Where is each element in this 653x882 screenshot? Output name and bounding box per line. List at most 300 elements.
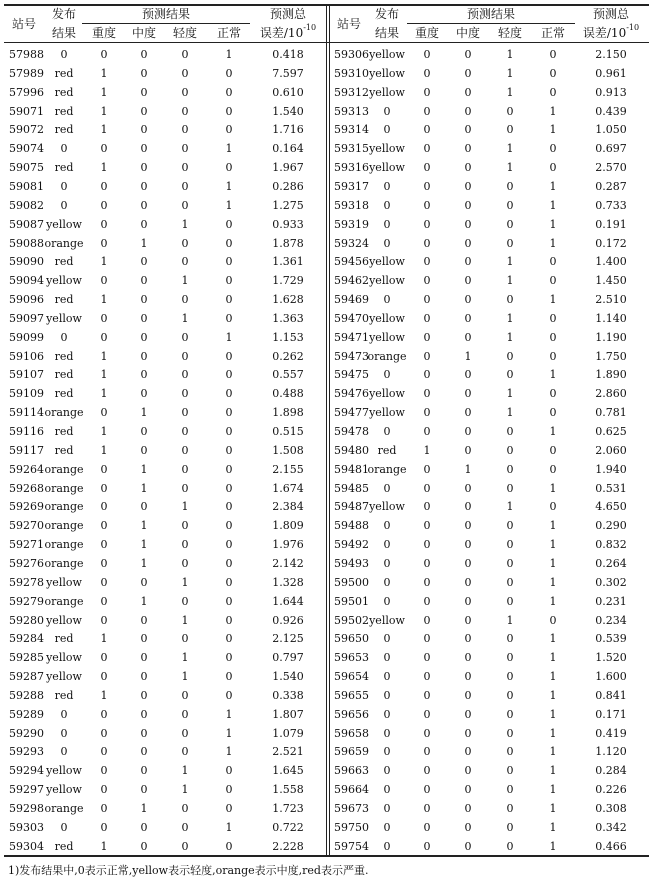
error-cell: 0.290 bbox=[595, 519, 627, 533]
release-cell: 0 bbox=[383, 820, 391, 834]
release-cell: 0 bbox=[383, 745, 391, 759]
moderate-cell: 0 bbox=[140, 217, 148, 231]
moderate-cell: 0 bbox=[140, 707, 148, 721]
light-cell: 1 bbox=[506, 48, 514, 61]
table-row bbox=[4, 177, 649, 196]
moderate-cell: 0 bbox=[140, 123, 148, 137]
release-cell: 0 bbox=[383, 538, 391, 552]
error-cell: 0.797 bbox=[272, 651, 304, 665]
moderate-cell: 0 bbox=[140, 651, 148, 665]
station-cell: 59087 bbox=[9, 217, 44, 231]
moderate-cell: 0 bbox=[464, 217, 472, 231]
severe-cell: 0 bbox=[423, 198, 431, 212]
normal-cell: 1 bbox=[225, 48, 233, 61]
table-row bbox=[4, 347, 649, 366]
moderate-cell: 0 bbox=[464, 179, 472, 193]
error-cell: 1.750 bbox=[595, 349, 627, 363]
station-cell: 59478 bbox=[334, 425, 369, 438]
table-row bbox=[4, 479, 649, 498]
light-cell: 1 bbox=[181, 613, 189, 627]
normal-cell: 1 bbox=[225, 707, 233, 721]
table-row bbox=[4, 328, 649, 347]
light-cell: 0 bbox=[181, 820, 189, 834]
station-cell: 59268 bbox=[9, 481, 44, 495]
severe-cell: 0 bbox=[100, 764, 108, 778]
light-cell: 1 bbox=[506, 85, 514, 99]
normal-cell: 0 bbox=[225, 462, 233, 476]
station-cell: 59306 bbox=[334, 48, 369, 61]
error-cell: 7.597 bbox=[272, 66, 304, 80]
severe-cell: 0 bbox=[423, 481, 431, 495]
normal-cell: 0 bbox=[225, 104, 233, 118]
moderate-cell: 0 bbox=[464, 406, 472, 420]
error-cell: 1.807 bbox=[272, 707, 304, 721]
error-cell: 0.284 bbox=[595, 764, 627, 778]
light-cell: 1 bbox=[181, 217, 189, 231]
moderate-cell: 0 bbox=[140, 443, 148, 457]
light-cell: 1 bbox=[506, 142, 514, 156]
release-cell: 0 bbox=[60, 48, 68, 61]
table-row bbox=[4, 837, 649, 856]
error-cell: 0.171 bbox=[595, 707, 627, 721]
moderate-cell: 0 bbox=[140, 575, 148, 589]
normal-cell: 0 bbox=[225, 613, 233, 627]
light-cell: 0 bbox=[506, 802, 514, 815]
error-cell: 0.466 bbox=[595, 839, 627, 853]
light-cell: 0 bbox=[181, 594, 189, 608]
moderate-cell: 0 bbox=[140, 311, 148, 325]
release-cell: yellow bbox=[369, 500, 405, 514]
station-cell: 59288 bbox=[9, 688, 44, 702]
severe-cell: 0 bbox=[423, 820, 431, 834]
light-cell: 0 bbox=[506, 764, 514, 778]
station-cell: 59264 bbox=[9, 462, 44, 476]
prediction-underline-left bbox=[82, 23, 250, 24]
normal-cell: 1 bbox=[549, 726, 557, 740]
release-cell: red bbox=[54, 443, 74, 457]
light-cell: 0 bbox=[506, 293, 514, 307]
error-cell: 0.832 bbox=[595, 538, 627, 552]
release-cell: yellow bbox=[369, 48, 405, 61]
release-cell: orange bbox=[367, 349, 407, 363]
level-header-light: 轻度 bbox=[497, 26, 523, 40]
table-row bbox=[4, 196, 649, 215]
light-cell: 0 bbox=[181, 368, 189, 382]
severe-cell: 0 bbox=[100, 820, 108, 834]
station-cell: 59456 bbox=[334, 255, 369, 269]
normal-cell: 0 bbox=[225, 481, 233, 495]
severe-cell: 0 bbox=[423, 613, 431, 627]
station-cell: 59658 bbox=[334, 726, 369, 740]
station-cell: 59304 bbox=[9, 839, 44, 853]
moderate-cell: 0 bbox=[140, 66, 148, 80]
normal-cell: 0 bbox=[225, 500, 233, 514]
release-cell: 0 bbox=[60, 745, 68, 759]
severe-cell: 0 bbox=[100, 236, 108, 250]
error-cell: 1.967 bbox=[272, 161, 304, 175]
severe-cell: 0 bbox=[423, 349, 431, 363]
light-cell: 0 bbox=[181, 839, 189, 853]
normal-cell: 0 bbox=[549, 462, 557, 476]
error-cell: 0.733 bbox=[595, 198, 627, 212]
release-cell: red bbox=[54, 255, 74, 269]
release-cell: red bbox=[54, 161, 74, 175]
normal-cell: 0 bbox=[225, 575, 233, 589]
release-header-line2: 结果 bbox=[374, 26, 400, 40]
light-cell: 0 bbox=[506, 425, 514, 438]
table-row bbox=[4, 573, 649, 592]
station-cell: 59072 bbox=[9, 123, 44, 137]
moderate-cell: 0 bbox=[140, 161, 148, 175]
table-row bbox=[4, 535, 649, 554]
moderate-cell: 0 bbox=[464, 670, 472, 684]
station-cell: 59473 bbox=[334, 349, 369, 363]
light-cell: 1 bbox=[506, 255, 514, 269]
moderate-cell: 1 bbox=[464, 462, 472, 476]
release-cell: 0 bbox=[383, 802, 391, 815]
release-cell: red bbox=[54, 368, 74, 382]
severe-cell: 0 bbox=[100, 142, 108, 156]
station-cell: 59096 bbox=[9, 293, 44, 307]
error-cell: 1.328 bbox=[272, 575, 304, 589]
release-cell: 0 bbox=[383, 293, 391, 307]
level-header-severe: 重度 bbox=[91, 26, 117, 40]
normal-cell: 0 bbox=[549, 274, 557, 288]
error-cell: 1.400 bbox=[595, 255, 627, 269]
moderate-cell: 0 bbox=[140, 726, 148, 740]
station-cell: 59659 bbox=[334, 745, 369, 759]
release-cell: red bbox=[54, 632, 74, 646]
normal-cell: 1 bbox=[225, 726, 233, 740]
moderate-cell: 0 bbox=[464, 236, 472, 250]
release-cell: 0 bbox=[383, 726, 391, 740]
station-cell: 59313 bbox=[334, 104, 369, 118]
table-row bbox=[4, 139, 649, 158]
error-cell: 2.060 bbox=[595, 443, 627, 457]
table-row bbox=[4, 648, 649, 667]
moderate-cell: 0 bbox=[464, 688, 472, 702]
release-cell: red bbox=[54, 839, 74, 853]
severe-cell: 0 bbox=[423, 179, 431, 193]
severe-cell: 0 bbox=[100, 330, 108, 344]
moderate-cell: 0 bbox=[464, 66, 472, 80]
severe-cell: 0 bbox=[423, 368, 431, 382]
release-cell: 0 bbox=[383, 839, 391, 853]
moderate-cell: 0 bbox=[464, 104, 472, 118]
table-row bbox=[4, 724, 649, 743]
table-row bbox=[4, 497, 649, 516]
moderate-cell: 0 bbox=[464, 123, 472, 137]
severe-cell: 0 bbox=[100, 48, 108, 61]
station-cell: 59469 bbox=[334, 293, 369, 307]
normal-cell: 0 bbox=[549, 443, 557, 457]
station-cell: 59075 bbox=[9, 161, 44, 175]
severe-cell: 0 bbox=[423, 538, 431, 552]
release-cell: 0 bbox=[383, 556, 391, 570]
light-cell: 0 bbox=[181, 443, 189, 457]
severe-cell: 0 bbox=[423, 745, 431, 759]
severe-cell: 0 bbox=[423, 726, 431, 740]
table-row bbox=[4, 234, 649, 253]
error-cell: 0.531 bbox=[595, 481, 627, 495]
error-cell: 0.539 bbox=[595, 632, 627, 646]
normal-cell: 0 bbox=[225, 556, 233, 570]
normal-cell: 0 bbox=[549, 330, 557, 344]
release-cell: orange bbox=[44, 594, 84, 608]
release-cell: 0 bbox=[383, 104, 391, 118]
station-cell: 59280 bbox=[9, 613, 44, 627]
moderate-cell: 0 bbox=[140, 688, 148, 702]
release-cell: yellow bbox=[46, 311, 82, 325]
normal-cell: 0 bbox=[549, 142, 557, 156]
table-row bbox=[4, 158, 649, 177]
normal-cell: 0 bbox=[225, 293, 233, 307]
moderate-cell: 0 bbox=[140, 632, 148, 646]
station-cell: 59074 bbox=[9, 142, 44, 156]
light-cell: 0 bbox=[181, 104, 189, 118]
table-row bbox=[4, 629, 649, 648]
moderate-cell: 0 bbox=[140, 670, 148, 684]
error-cell: 1.079 bbox=[272, 726, 304, 740]
station-cell: 59279 bbox=[9, 594, 44, 608]
severe-cell: 0 bbox=[423, 688, 431, 702]
normal-cell: 1 bbox=[225, 330, 233, 344]
normal-cell: 1 bbox=[549, 236, 557, 250]
error-cell: 2.384 bbox=[272, 500, 304, 514]
moderate-cell: 0 bbox=[464, 519, 472, 533]
table-row bbox=[4, 592, 649, 611]
normal-cell: 1 bbox=[225, 142, 233, 156]
normal-cell: 0 bbox=[225, 443, 233, 457]
error-cell: 1.558 bbox=[272, 783, 304, 797]
station-cell: 59655 bbox=[334, 688, 369, 702]
error-cell: 1.716 bbox=[272, 123, 304, 137]
release-cell: 0 bbox=[60, 198, 68, 212]
error-header-line1: 预测总 bbox=[592, 7, 630, 21]
light-cell: 0 bbox=[181, 330, 189, 344]
error-cell: 1.890 bbox=[595, 368, 627, 382]
release-cell: 0 bbox=[383, 123, 391, 137]
error-cell: 1.600 bbox=[595, 670, 627, 684]
moderate-cell: 0 bbox=[464, 783, 472, 797]
light-cell: 0 bbox=[506, 632, 514, 646]
station-cell: 59117 bbox=[9, 443, 44, 457]
station-cell: 59097 bbox=[9, 311, 44, 325]
severe-cell: 0 bbox=[423, 406, 431, 420]
severe-cell: 0 bbox=[423, 85, 431, 99]
moderate-cell: 0 bbox=[464, 161, 472, 175]
severe-cell: 1 bbox=[100, 425, 108, 438]
error-cell: 4.650 bbox=[595, 500, 627, 514]
station-cell: 59278 bbox=[9, 575, 44, 589]
station-cell: 59303 bbox=[9, 820, 44, 834]
light-cell: 1 bbox=[506, 500, 514, 514]
moderate-cell: 0 bbox=[140, 330, 148, 344]
moderate-cell: 0 bbox=[464, 707, 472, 721]
light-cell: 0 bbox=[181, 387, 189, 401]
severe-cell: 0 bbox=[423, 255, 431, 269]
normal-cell: 1 bbox=[549, 217, 557, 231]
normal-cell: 0 bbox=[225, 425, 233, 438]
release-cell: 0 bbox=[383, 688, 391, 702]
normal-cell: 1 bbox=[549, 707, 557, 721]
light-cell: 0 bbox=[181, 123, 189, 137]
light-cell: 0 bbox=[181, 48, 189, 61]
error-cell: 0.164 bbox=[272, 142, 304, 156]
station-cell: 59099 bbox=[9, 330, 44, 344]
severe-cell: 0 bbox=[423, 519, 431, 533]
moderate-cell: 0 bbox=[464, 85, 472, 99]
error-cell: 2.521 bbox=[272, 745, 304, 759]
normal-cell: 0 bbox=[549, 387, 557, 401]
release-cell: orange bbox=[44, 406, 84, 420]
release-cell: 0 bbox=[60, 142, 68, 156]
error-cell: 1.674 bbox=[272, 481, 304, 495]
normal-cell: 0 bbox=[225, 236, 233, 250]
moderate-cell: 0 bbox=[140, 764, 148, 778]
normal-cell: 1 bbox=[549, 575, 557, 589]
station-cell: 59312 bbox=[334, 85, 369, 99]
table-row bbox=[4, 422, 649, 441]
normal-cell: 1 bbox=[549, 198, 557, 212]
release-cell: red bbox=[54, 66, 74, 80]
error-cell: 1.723 bbox=[272, 802, 304, 815]
severe-cell: 0 bbox=[423, 293, 431, 307]
normal-cell: 0 bbox=[225, 688, 233, 702]
severe-cell: 1 bbox=[100, 349, 108, 363]
light-cell: 0 bbox=[181, 707, 189, 721]
severe-cell: 0 bbox=[423, 425, 431, 438]
station-cell: 59082 bbox=[9, 198, 44, 212]
release-cell: orange bbox=[44, 481, 84, 495]
station-cell: 59500 bbox=[334, 575, 369, 589]
station-cell: 59284 bbox=[9, 632, 44, 646]
release-cell: yellow bbox=[46, 575, 82, 589]
release-cell: yellow bbox=[369, 66, 405, 80]
normal-cell: 0 bbox=[225, 538, 233, 552]
normal-cell: 1 bbox=[225, 745, 233, 759]
error-exponent: -10 bbox=[303, 23, 317, 32]
moderate-cell: 0 bbox=[140, 198, 148, 212]
station-cell: 59276 bbox=[9, 556, 44, 570]
error-cell: 1.275 bbox=[272, 198, 304, 212]
release-cell: yellow bbox=[369, 387, 405, 401]
light-cell: 0 bbox=[506, 198, 514, 212]
light-cell: 0 bbox=[506, 745, 514, 759]
severe-cell: 0 bbox=[423, 161, 431, 175]
severe-cell: 0 bbox=[423, 462, 431, 476]
release-cell: red bbox=[54, 387, 74, 401]
moderate-cell: 0 bbox=[464, 613, 472, 627]
severe-cell: 0 bbox=[100, 538, 108, 552]
severe-cell: 1 bbox=[423, 443, 431, 457]
release-header-line2: 结果 bbox=[51, 26, 77, 40]
moderate-cell: 0 bbox=[464, 632, 472, 646]
station-cell: 59094 bbox=[9, 274, 44, 288]
severe-cell: 0 bbox=[100, 651, 108, 665]
release-cell: red bbox=[377, 443, 397, 457]
station-cell: 59109 bbox=[9, 387, 44, 401]
error-cell: 0.226 bbox=[595, 783, 627, 797]
release-cell: orange bbox=[44, 556, 84, 570]
error-cell: 0.308 bbox=[595, 802, 627, 815]
station-cell: 59502 bbox=[334, 613, 369, 627]
normal-cell: 1 bbox=[549, 538, 557, 552]
release-cell: yellow bbox=[369, 85, 405, 99]
normal-cell: 0 bbox=[225, 123, 233, 137]
light-cell: 0 bbox=[506, 123, 514, 137]
station-cell: 59090 bbox=[9, 255, 44, 269]
release-cell: yellow bbox=[369, 274, 405, 288]
station-cell: 59071 bbox=[9, 104, 44, 118]
light-cell: 1 bbox=[506, 613, 514, 627]
severe-cell: 0 bbox=[100, 217, 108, 231]
light-cell: 1 bbox=[506, 311, 514, 325]
error-cell: 0.191 bbox=[595, 217, 627, 231]
severe-cell: 0 bbox=[423, 217, 431, 231]
table-row bbox=[4, 742, 649, 761]
normal-cell: 1 bbox=[549, 632, 557, 646]
light-cell: 0 bbox=[181, 688, 189, 702]
normal-cell: 0 bbox=[549, 613, 557, 627]
normal-cell: 1 bbox=[549, 688, 557, 702]
release-cell: 0 bbox=[383, 651, 391, 665]
light-cell: 0 bbox=[181, 745, 189, 759]
normal-cell: 0 bbox=[549, 349, 557, 363]
severe-cell: 0 bbox=[100, 462, 108, 476]
normal-cell: 1 bbox=[549, 425, 557, 438]
light-cell: 0 bbox=[181, 556, 189, 570]
moderate-cell: 0 bbox=[140, 274, 148, 288]
release-cell: 0 bbox=[60, 726, 68, 740]
light-cell: 0 bbox=[506, 688, 514, 702]
moderate-cell: 0 bbox=[464, 255, 472, 269]
light-cell: 1 bbox=[181, 764, 189, 778]
moderate-cell: 0 bbox=[464, 311, 472, 325]
moderate-cell: 0 bbox=[140, 425, 148, 438]
severe-cell: 1 bbox=[100, 688, 108, 702]
table-row bbox=[4, 45, 649, 64]
normal-cell: 0 bbox=[225, 161, 233, 175]
severe-cell: 0 bbox=[100, 670, 108, 684]
severe-cell: 1 bbox=[100, 123, 108, 137]
severe-cell: 0 bbox=[100, 575, 108, 589]
normal-cell: 0 bbox=[549, 48, 557, 61]
normal-cell: 0 bbox=[549, 311, 557, 325]
station-cell: 59088 bbox=[9, 236, 44, 250]
station-cell: 59653 bbox=[334, 651, 369, 665]
table-row bbox=[4, 102, 649, 121]
moderate-cell: 1 bbox=[140, 236, 148, 250]
station-header: 站号 bbox=[336, 17, 362, 31]
normal-cell: 0 bbox=[225, 217, 233, 231]
severe-cell: 0 bbox=[100, 406, 108, 420]
error-cell: 0.342 bbox=[595, 820, 627, 834]
station-cell: 59487 bbox=[334, 500, 369, 514]
light-cell: 0 bbox=[181, 406, 189, 420]
error-cell: 0.286 bbox=[272, 179, 304, 193]
error-cell: 0.231 bbox=[595, 594, 627, 608]
station-cell: 59289 bbox=[9, 707, 44, 721]
severe-cell: 1 bbox=[100, 632, 108, 646]
moderate-cell: 0 bbox=[464, 198, 472, 212]
severe-cell: 0 bbox=[423, 500, 431, 514]
moderate-cell: 0 bbox=[140, 48, 148, 61]
moderate-cell: 0 bbox=[140, 613, 148, 627]
error-cell: 2.155 bbox=[272, 462, 304, 476]
severe-cell: 0 bbox=[423, 764, 431, 778]
release-cell: 0 bbox=[383, 670, 391, 684]
